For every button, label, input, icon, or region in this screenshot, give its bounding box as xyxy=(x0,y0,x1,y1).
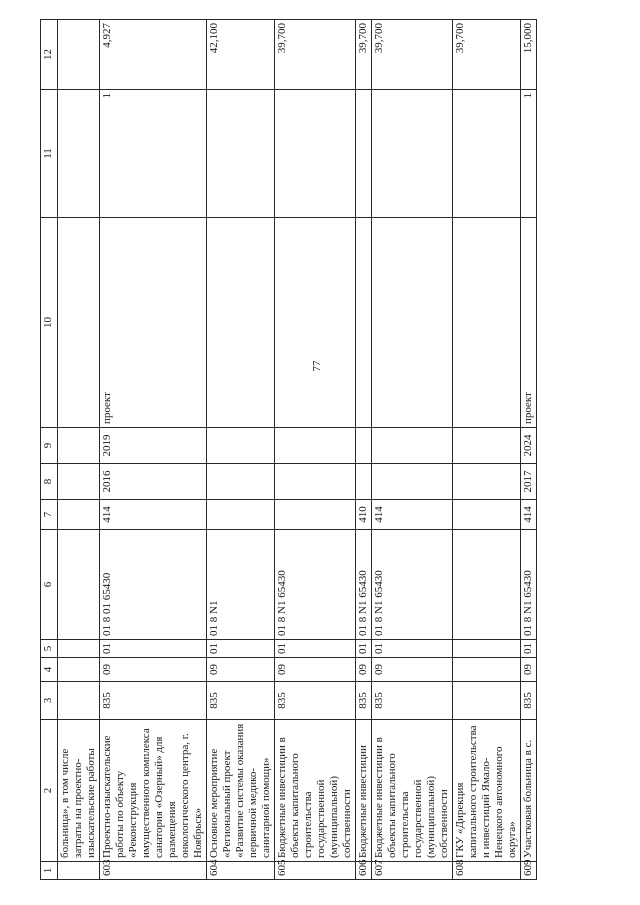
amount-cell: 4,927 xyxy=(100,20,207,90)
grbs-code-cell xyxy=(453,682,521,720)
quantity-cell: 1 xyxy=(521,90,537,218)
table-row xyxy=(356,20,372,880)
start-year-cell xyxy=(275,464,356,500)
quantity-cell xyxy=(207,90,275,218)
grbs-code-cell: 835 xyxy=(372,682,453,720)
target-article-cell: 01 8 N1 65430 xyxy=(356,530,372,640)
subsection-code-cell xyxy=(58,640,100,658)
unit-cell: проект xyxy=(521,218,537,428)
section-code-cell: 09 xyxy=(521,658,537,682)
row-number-cell: 606 xyxy=(356,862,372,880)
section-code-cell xyxy=(453,658,521,682)
table-row xyxy=(207,20,275,880)
row-number-cell: 607 xyxy=(372,862,453,880)
quantity-cell xyxy=(58,90,100,218)
row-number-cell: 605 xyxy=(275,862,356,880)
grbs-code-cell: 835 xyxy=(207,682,275,720)
amount-cell: 42,100 xyxy=(207,20,275,90)
col-header: 3 xyxy=(41,682,58,720)
start-year-cell xyxy=(453,464,521,500)
expense-type-cell: 414 xyxy=(372,500,453,530)
subsection-code-cell: 01 xyxy=(372,640,453,658)
amount-cell: 39,700 xyxy=(356,20,372,90)
budget-table xyxy=(40,19,537,880)
target-article-cell xyxy=(453,530,521,640)
budget-table-frame xyxy=(40,20,534,880)
table-row xyxy=(275,20,356,880)
row-number-cell: 603 xyxy=(100,862,207,880)
subsection-code-cell: 01 xyxy=(100,640,207,658)
expense-type-cell xyxy=(58,500,100,530)
item-name-cell: Проектно-изыскательские работы по объекту «Реконструкция имущественного комплекса санатория «Озерный» для размещения онкологического центра, г. Ноябрьск» xyxy=(100,720,207,862)
target-article-cell: 01 8 N1 65430 xyxy=(372,530,453,640)
unit-cell xyxy=(453,218,521,428)
end-year-cell xyxy=(453,428,521,464)
subsection-code-cell: 01 xyxy=(521,640,537,658)
col-header: 9 xyxy=(41,428,58,464)
col-header: 1 xyxy=(41,862,58,880)
target-article-cell: 01 8 N1 65430 xyxy=(521,530,537,640)
expense-type-cell: 414 xyxy=(521,500,537,530)
quantity-cell: 1 xyxy=(100,90,207,218)
grbs-code-cell: 835 xyxy=(521,682,537,720)
item-name-cell: больница», в том числе затраты на проектно-изыскательские работы xyxy=(58,720,100,862)
col-header: 6 xyxy=(41,530,58,640)
quantity-cell xyxy=(356,90,372,218)
end-year-cell: 2019 xyxy=(100,428,207,464)
quantity-cell xyxy=(275,90,356,218)
expense-type-cell: 410 xyxy=(356,500,372,530)
item-name-cell: ГКУ «Дирекция капитального строительства и инвестиций Ямало-Ненецкого автономного округа» xyxy=(453,720,521,862)
start-year-cell xyxy=(372,464,453,500)
unit-cell xyxy=(207,218,275,428)
unit-cell xyxy=(356,218,372,428)
end-year-cell xyxy=(207,428,275,464)
table-row xyxy=(58,20,100,880)
subsection-code-cell: 01 xyxy=(356,640,372,658)
start-year-cell: 2016 xyxy=(100,464,207,500)
row-number-cell: 604 xyxy=(207,862,275,880)
section-code-cell: 09 xyxy=(100,658,207,682)
amount-cell: 15,000 xyxy=(521,20,537,90)
section-code-cell xyxy=(58,658,100,682)
row-number-cell: 609 xyxy=(521,862,537,880)
amount-cell: 39,700 xyxy=(372,20,453,90)
end-year-cell: 2024 xyxy=(521,428,537,464)
grbs-code-cell: 835 xyxy=(275,682,356,720)
end-year-cell xyxy=(356,428,372,464)
subsection-code-cell: 01 xyxy=(207,640,275,658)
section-code-cell: 09 xyxy=(207,658,275,682)
expense-type-cell xyxy=(207,500,275,530)
amount-cell: 39,700 xyxy=(453,20,521,90)
grbs-code-cell: 835 xyxy=(356,682,372,720)
table-row xyxy=(521,20,537,880)
col-header: 11 xyxy=(41,90,58,218)
item-name-cell: Основное мероприятие «Региональный проект «Развитие системы оказания первичной медико-санитарной помощи» xyxy=(207,720,275,862)
expense-type-cell xyxy=(275,500,356,530)
item-name-cell: Бюджетные инвестиции в объекты капитального строительства государственной (муниципальной) собственности xyxy=(275,720,356,862)
row-number-cell xyxy=(58,862,100,880)
end-year-cell xyxy=(275,428,356,464)
target-article-cell xyxy=(58,530,100,640)
expense-type-cell: 414 xyxy=(100,500,207,530)
grbs-code-cell: 835 xyxy=(100,682,207,720)
start-year-cell xyxy=(356,464,372,500)
quantity-cell xyxy=(453,90,521,218)
expense-type-cell xyxy=(453,500,521,530)
col-header: 10 xyxy=(41,218,58,428)
header-row xyxy=(41,20,58,880)
table-row xyxy=(372,20,453,880)
section-code-cell: 09 xyxy=(275,658,356,682)
item-name-cell: Участковая больница в с. xyxy=(521,720,537,862)
section-code-cell: 09 xyxy=(372,658,453,682)
page-number: 77 xyxy=(311,360,323,372)
col-header: 8 xyxy=(41,464,58,500)
end-year-cell xyxy=(58,428,100,464)
start-year-cell xyxy=(207,464,275,500)
unit-cell xyxy=(58,218,100,428)
col-header: 12 xyxy=(41,20,58,90)
item-name-cell: Бюджетные инвестиции xyxy=(356,720,372,862)
target-article-cell: 01 8 N1 65430 xyxy=(275,530,356,640)
subsection-code-cell: 01 xyxy=(275,640,356,658)
grbs-code-cell xyxy=(58,682,100,720)
section-code-cell: 09 xyxy=(356,658,372,682)
unit-cell: проект xyxy=(100,218,207,428)
col-header: 7 xyxy=(41,500,58,530)
table-row xyxy=(453,20,521,880)
start-year-cell: 2017 xyxy=(521,464,537,500)
table-row xyxy=(100,20,207,880)
amount-cell xyxy=(58,20,100,90)
target-article-cell: 01 8 N1 xyxy=(207,530,275,640)
subsection-code-cell xyxy=(453,640,521,658)
quantity-cell xyxy=(372,90,453,218)
start-year-cell xyxy=(58,464,100,500)
unit-cell xyxy=(275,218,356,428)
col-header: 2 xyxy=(41,720,58,862)
item-name-cell: Бюджетные инвестиции в объекты капитального строительства государственной (муниципальной) собственности xyxy=(372,720,453,862)
end-year-cell xyxy=(372,428,453,464)
target-article-cell: 01 8 01 65430 xyxy=(100,530,207,640)
unit-cell xyxy=(372,218,453,428)
col-header: 4 xyxy=(41,658,58,682)
row-number-cell: 608 xyxy=(453,862,521,880)
amount-cell: 39,700 xyxy=(275,20,356,90)
col-header: 5 xyxy=(41,640,58,658)
